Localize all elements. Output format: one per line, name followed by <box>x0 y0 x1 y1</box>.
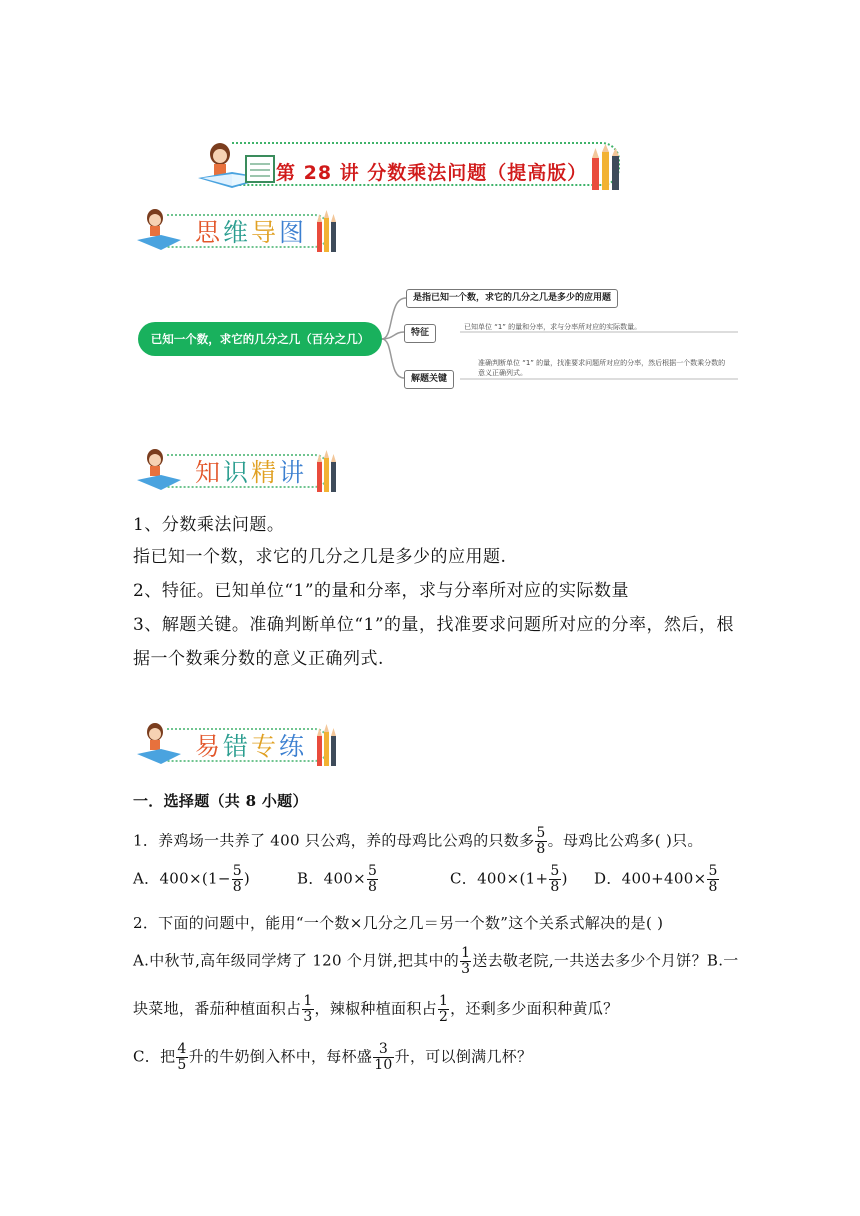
pencils-icon <box>315 210 339 254</box>
header-char: 知 <box>195 458 224 487</box>
section-title <box>195 453 307 489</box>
denominator: 2 <box>438 1009 449 1025</box>
header-char: 易 <box>195 732 224 761</box>
option-label: A． <box>133 869 160 888</box>
fraction <box>232 864 243 895</box>
knowledge-line-2: 指已知一个数，求它的几分之几是多少的应用题. <box>133 547 507 567</box>
option-text: 块菜地，番茄种植面积占 <box>133 999 302 1018</box>
reading-girl-icon <box>133 446 183 496</box>
numerator: 1 <box>438 993 449 1009</box>
question-1-option-d[interactable] <box>594 864 720 895</box>
lesson-title: 第 28 讲 分数乘法问题（提高版） <box>276 162 588 184</box>
question-section-title: 一．选择题（共 8 小题） <box>133 792 308 810</box>
option-label: D． <box>594 869 622 888</box>
section-header-mindmap <box>133 206 338 256</box>
notebook-icon <box>244 152 278 186</box>
denominator: 8 <box>708 879 718 895</box>
numerator: 5 <box>368 863 378 879</box>
reading-girl-icon <box>133 720 183 770</box>
fraction <box>549 864 560 895</box>
option-expr: 400× <box>323 869 367 888</box>
option-text: ，辣椒种植面积占 <box>314 999 437 1018</box>
mind-map-root: 已知一个数，求它的几分之几（百分之几） <box>138 322 382 356</box>
question-2-option-a[interactable] <box>133 946 739 977</box>
denominator: 8 <box>550 879 560 895</box>
header-char: 练 <box>279 732 308 761</box>
numerator: 5 <box>536 825 546 841</box>
stem-text: 1．养鸡场一共养了 400 只公鸡，养的母鸡比公鸡的只数多 <box>133 831 535 850</box>
header-char: 维 <box>223 218 252 247</box>
option-text: ，还剩多少面积种黄瓜？ <box>450 999 619 1018</box>
header-char: 思 <box>195 218 224 247</box>
pencils-icon <box>588 144 628 196</box>
question-2-option-b[interactable] <box>133 994 618 1025</box>
question-1-stem <box>133 826 703 857</box>
mind-map-key-note-2: 意义正确列式。 <box>478 369 527 377</box>
header-char: 专 <box>251 732 280 761</box>
header-char: 识 <box>223 458 252 487</box>
mind-map-key-note-1: 准确判断单位 “1” 的量，找准要求问题所对应的分率，然后根据一个数乘分数的 <box>478 359 726 367</box>
header-char: 图 <box>279 218 308 247</box>
denominator: 10 <box>374 1057 393 1073</box>
numerator: 4 <box>177 1041 187 1057</box>
option-text: 升，可以倒满几杯？ <box>394 1047 533 1066</box>
question-1-option-a[interactable] <box>133 864 250 895</box>
mind-map-branch-key: 解题关键 <box>404 370 454 389</box>
knowledge-line-3: 2、特征。已知单位“1”的量和分率，求与分率所对应的实际数量 <box>133 581 630 601</box>
denominator: 8 <box>368 879 378 895</box>
option-label: B． <box>297 869 324 888</box>
knowledge-line-5: 据一个数乘分数的意义正确列式. <box>133 649 384 669</box>
question-1-option-c[interactable] <box>450 864 568 895</box>
mind-map <box>138 280 738 390</box>
option-expr: ) <box>561 869 568 888</box>
option-text: C．把 <box>133 1047 176 1066</box>
pencils-icon <box>315 450 339 494</box>
title-banner <box>192 140 624 196</box>
fraction <box>367 864 378 895</box>
option-expr: ) <box>243 869 251 888</box>
pencils-icon <box>315 724 339 768</box>
numerator: 1 <box>303 993 313 1009</box>
header-char: 讲 <box>279 458 308 487</box>
mind-map-feature-note: 已知单位 “1” 的量和分率，求与分率所对应的实际数量。 <box>464 323 642 331</box>
fraction <box>302 994 313 1025</box>
fraction <box>535 826 546 857</box>
mind-map-branch-definition: 是指已知一个数，求它的几分之几是多少的应用题 <box>406 289 618 308</box>
denominator: 5 <box>177 1057 187 1073</box>
section-header-practice <box>133 720 338 770</box>
knowledge-line-1: 1、分数乘法问题。 <box>133 515 285 535</box>
fraction <box>438 994 449 1025</box>
header-char: 错 <box>223 732 252 761</box>
denominator: 3 <box>303 1009 313 1025</box>
header-char: 导 <box>251 218 280 247</box>
option-label: C． <box>450 869 478 888</box>
section-title <box>195 213 307 249</box>
stem-text: 。母鸡比公鸡多( )只。 <box>547 831 703 850</box>
header-char: 精 <box>251 458 280 487</box>
numerator: 3 <box>373 1042 393 1058</box>
mind-map-branch-feature: 特征 <box>404 324 436 343</box>
denominator: 3 <box>461 961 471 977</box>
reading-girl-icon <box>133 206 183 256</box>
section-title <box>195 727 307 763</box>
fraction <box>460 946 471 977</box>
option-text: 升的牛奶倒入杯中，每杯盛 <box>188 1047 373 1066</box>
option-text: 送去敬老院,一共送去多少个月饼？B.一 <box>472 951 739 970</box>
numerator: 5 <box>232 863 242 879</box>
numerator: 5 <box>708 863 718 879</box>
knowledge-line-4: 3、解题关键。准确判断单位“1”的量，找准要求问题所对应的分率，然后，根 <box>133 615 735 635</box>
section-header-knowledge <box>133 446 338 496</box>
numerator: 5 <box>550 863 560 879</box>
option-expr: 400+400× <box>621 869 707 888</box>
fraction <box>373 1042 393 1073</box>
question-2-option-c[interactable] <box>133 1042 532 1073</box>
option-expr: 400×(1− <box>159 869 231 888</box>
fraction <box>176 1042 187 1073</box>
numerator: 1 <box>461 945 471 961</box>
question-1-option-b[interactable] <box>297 864 379 895</box>
option-text: A.中秋节,高年级同学烤了 120 个月饼,把其中的 <box>133 951 460 970</box>
option-expr: 400×(1+ <box>477 869 549 888</box>
denominator: 8 <box>232 879 242 895</box>
fraction <box>707 864 718 895</box>
question-2-stem: 2．下面的问题中，能用“一个数×几分之几＝另一个数”这个关系式解决的是( ) <box>133 914 664 932</box>
denominator: 8 <box>536 841 546 857</box>
